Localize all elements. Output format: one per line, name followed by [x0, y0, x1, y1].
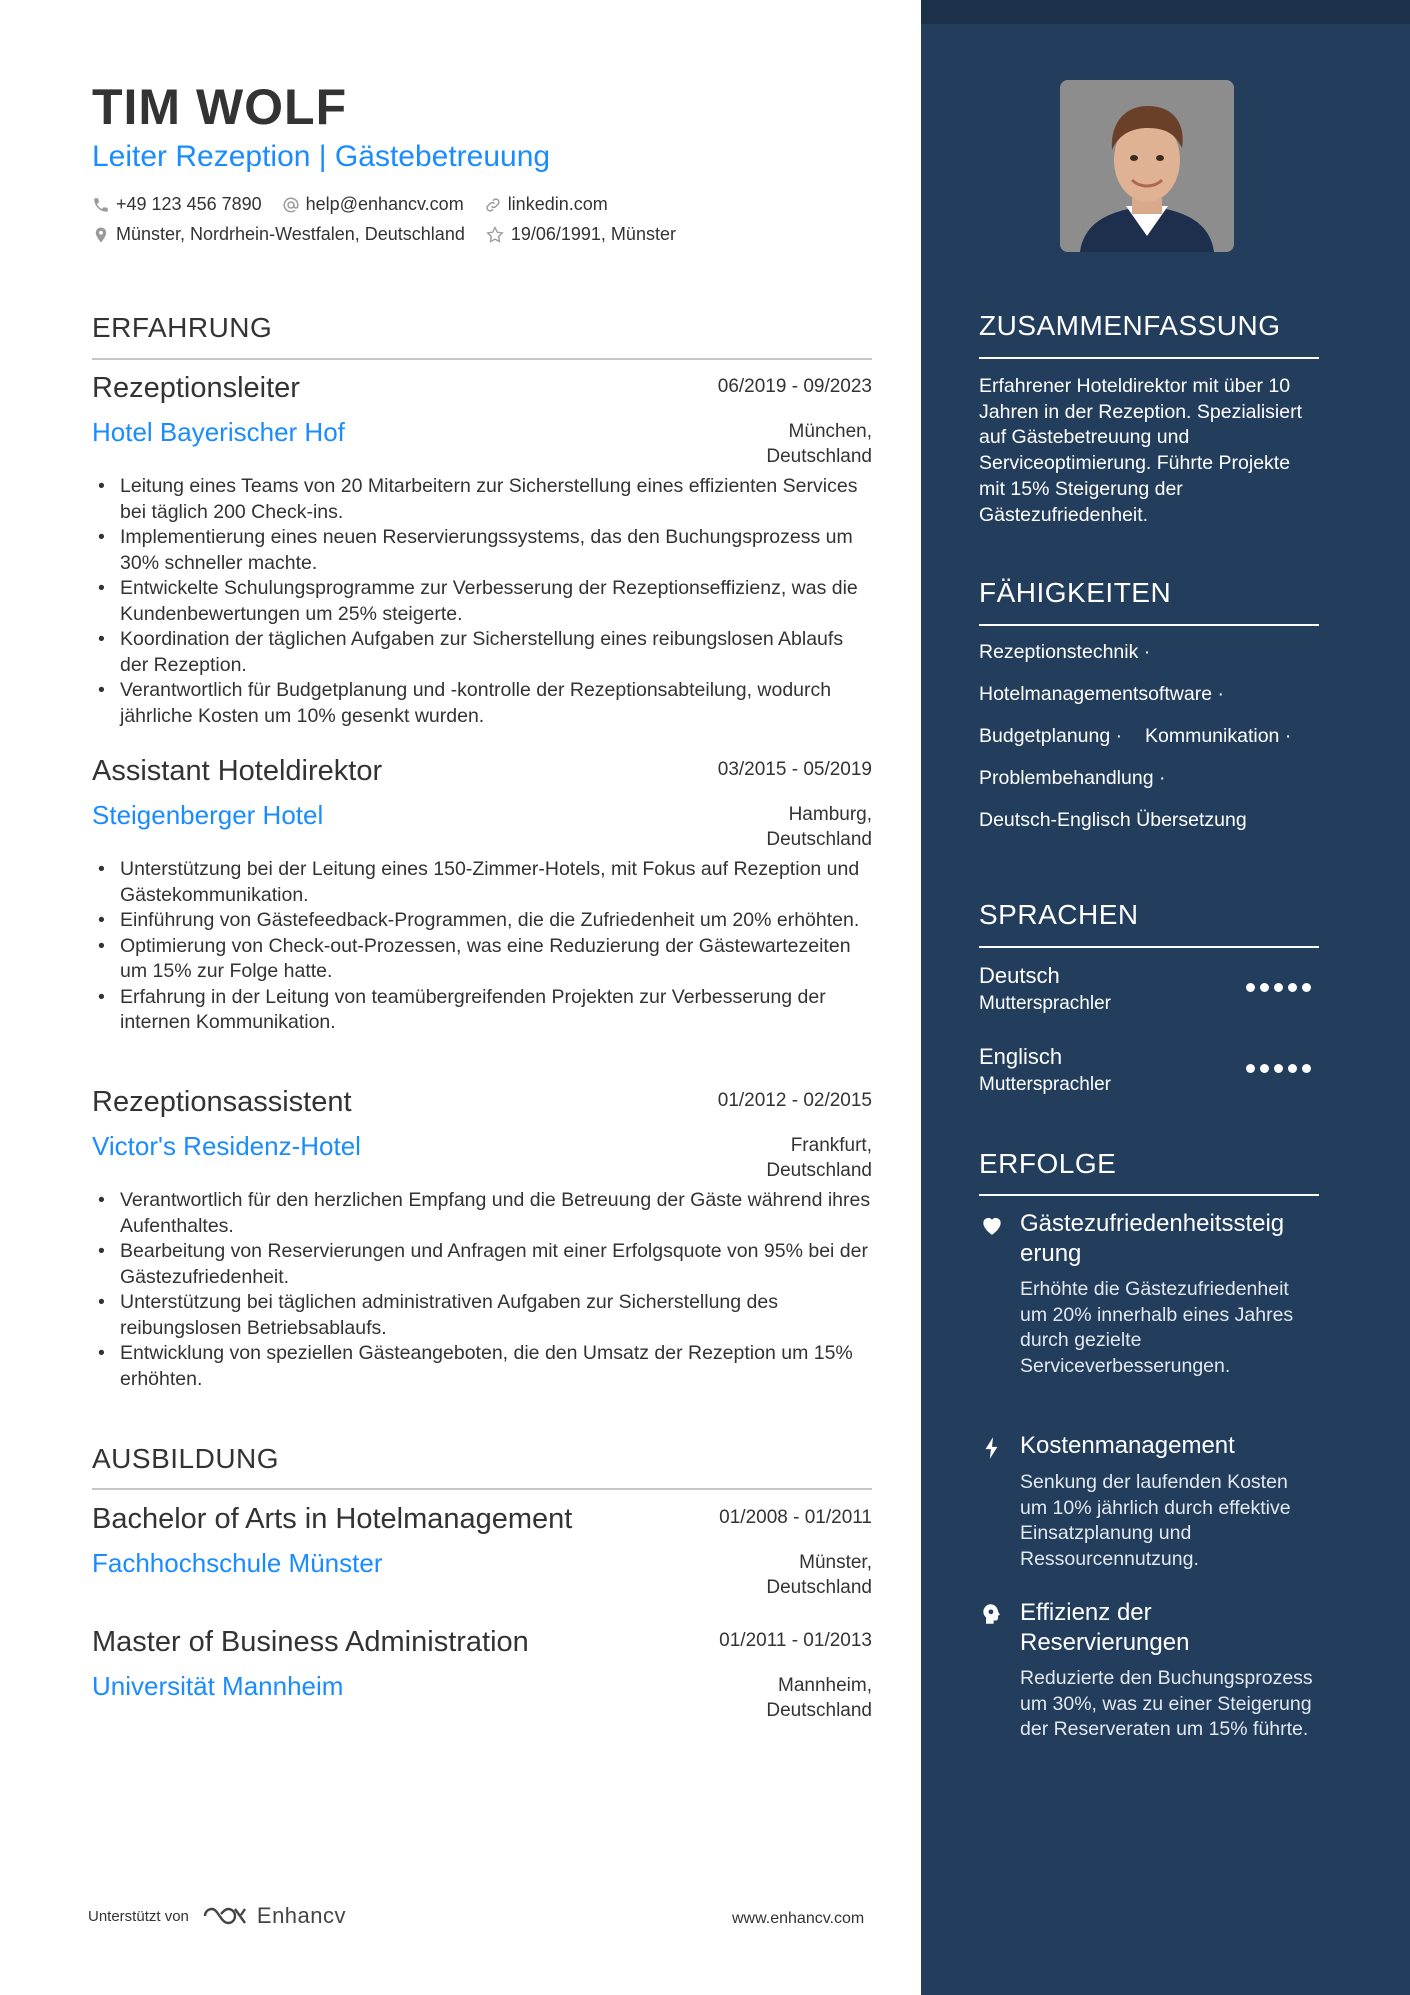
job-dates: 06/2019 - 09/2023	[717, 376, 872, 397]
achievement-title: Kostenmanagement	[1020, 1432, 1235, 1459]
rating-dot	[1246, 1064, 1255, 1073]
job-title: Assistant Hoteldirektor	[92, 755, 383, 787]
at-icon	[282, 196, 300, 214]
birth-text: 19/06/1991, Münster	[510, 224, 676, 244]
summary-title: ZUSAMMENFASSUNG	[979, 310, 1281, 341]
skill-item: Hotelmanagementsoftware ·	[979, 683, 1224, 705]
school-city: Mannheim,	[778, 1675, 872, 1696]
job-city: München,	[788, 421, 872, 442]
job-location	[766, 802, 872, 852]
achievement-description: Reduzierte den Buchungsprozess um 30%, was zu einer Steigerung der Reserveraten um 15% führte.	[1020, 1667, 1313, 1741]
degree-dates: 01/2008 - 01/2011	[719, 1507, 872, 1528]
heart-icon	[979, 1212, 1005, 1238]
skill-item: Deutsch-Englisch Übersetzung	[979, 809, 1247, 831]
list-item: • Unterstützung bei täglichen administrativen Aufgaben zur Sicherstellung des reibungslosen Betriebsablaufs.	[92, 1290, 872, 1341]
job-dates: 03/2015 - 05/2019	[717, 759, 872, 780]
education-divider	[92, 1488, 872, 1490]
rating-dot	[1274, 983, 1283, 992]
school-name: Fachhochschule Münster	[92, 1548, 383, 1578]
job-country: Deutschland	[766, 829, 872, 850]
rating-dot	[1302, 983, 1311, 992]
job-title: Rezeptionsassistent	[92, 1086, 352, 1118]
list-item: • Bearbeitung von Reservierungen und Anfragen mit einer Erfolgsquote von 95% bei der Gästezufriedenheit.	[92, 1239, 872, 1290]
candidate-name: TIM WOLF	[92, 79, 348, 135]
experience-title: ERFAHRUNG	[92, 312, 273, 343]
languages-divider	[979, 946, 1319, 948]
list-item: • Unterstützung bei der Leitung eines 150-Zimmer-Hotels, mit Fokus auf Rezeption und Gästekommunikation.	[92, 857, 872, 908]
job-company: Steigenberger Hotel	[92, 800, 324, 830]
phone-item	[92, 194, 262, 215]
achievement-title: Gästezufriedenheitssteig erung	[1020, 1210, 1285, 1267]
phone-text: +49 123 456 7890	[116, 194, 262, 214]
job-location	[766, 419, 872, 469]
list-item: • Optimierung von Check-out-Prozessen, was eine Reduzierung der Gästewartezeiten um 15% zur Folge hatte.	[92, 934, 872, 985]
rating-dot	[1260, 983, 1269, 992]
list-item: • Einführung von Gästefeedback-Programmen, die die Zufriedenheit um 20% erhöhten.	[92, 908, 872, 934]
skills-title: FÄHIGKEITEN	[979, 577, 1172, 608]
summary-text: Erfahrener Hoteldirektor mit über 10 Jahren in der Rezeption. Spezialisiert auf Gästebetreuung und Serviceoptimierung. Führte Projekte mit 15% Steigerung der Gästezufriedenheit.	[979, 375, 1303, 526]
list-item: • Leitung eines Teams von 20 Mitarbeitern zur Sicherstellung eines effizienten Services bei täglich 200 Check-ins.	[92, 474, 872, 525]
job-city: Hamburg,	[788, 804, 872, 825]
rating-dot	[1288, 1064, 1297, 1073]
achievements-divider	[979, 1194, 1319, 1196]
job-location	[766, 1133, 872, 1183]
skill-item: Problembehandlung ·	[979, 767, 1166, 789]
rating-dot	[1288, 983, 1297, 992]
contact-row-2	[92, 224, 696, 245]
education-title: AUSBILDUNG	[92, 1443, 280, 1474]
star-icon	[485, 225, 505, 245]
language-rating	[1246, 1064, 1316, 1073]
list-item: • Entwickelte Schulungsprogramme zur Verbesserung der Rezeptionseffizienz, was die Kundenbewertungen um 25% steigerte.	[92, 576, 872, 627]
bolt-icon	[979, 1435, 1005, 1461]
job-company: Victor's Residenz-Hotel	[92, 1131, 361, 1161]
enhancv-logo-icon	[201, 1904, 249, 1928]
avatar	[1060, 80, 1234, 252]
portrait-photo-icon	[1060, 80, 1234, 252]
skill-item: Kommunikation ·	[1145, 725, 1292, 747]
language-name: Deutsch	[979, 963, 1060, 988]
list-item: • Koordination der täglichen Aufgaben zur Sicherstellung eines reibungslosen Ablaufs der Rezeption.	[92, 627, 872, 678]
job-bullets	[92, 474, 872, 729]
birth-item	[485, 224, 676, 245]
list-item: • Implementierung eines neuen Reservierungssystems, das den Buchungsprozess um 30% schneller machte.	[92, 525, 872, 576]
linkedin-text[interactable]: linkedin.com	[507, 194, 608, 214]
footer-branding	[88, 1903, 346, 1929]
job-company: Hotel Bayerischer Hof	[92, 417, 345, 447]
powered-by-text: Unterstützt von	[88, 1907, 189, 1925]
footer-url[interactable]: www.enhancv.com	[732, 1910, 865, 1927]
candidate-role: Leiter Rezeption | Gästebetreuung	[92, 140, 551, 173]
job-title: Rezeptionsleiter	[92, 372, 300, 404]
achievement-description: Senkung der laufenden Kosten um 10% jährlich durch effektive Einsatzplanung und Ressourcennutzung.	[1020, 1471, 1291, 1571]
contact-row	[92, 194, 628, 215]
email-item[interactable]	[282, 194, 464, 215]
job-city: Frankfurt,	[790, 1135, 872, 1156]
languages-title: SPRACHEN	[979, 899, 1139, 930]
school-name: Universität Mannheim	[92, 1671, 344, 1701]
job-country: Deutschland	[766, 446, 872, 467]
rating-dot	[1274, 1064, 1283, 1073]
school-country: Deutschland	[766, 1700, 872, 1721]
degree-title: Master of Business Administration	[92, 1626, 529, 1658]
language-level: Muttersprachler	[979, 1074, 1111, 1095]
school-city: Münster,	[799, 1552, 872, 1573]
job-bullets	[92, 1188, 872, 1392]
experience-divider	[92, 358, 872, 360]
link-icon	[484, 196, 502, 214]
list-item: • Erfahrung in der Leitung von teamübergreifenden Projekten zur Verbesserung der internen Kommunikation.	[92, 985, 872, 1036]
location-text: Münster, Nordrhein-Westfalen, Deutschland	[116, 224, 465, 244]
list-item: • Verantwortlich für Budgetplanung und -kontrolle der Rezeptionsabteilung, wodurch jährliche Kosten um 10% gesenkt wurden.	[92, 678, 872, 729]
language-name: Englisch	[979, 1044, 1063, 1069]
rating-dot	[1246, 983, 1255, 992]
job-entry	[92, 755, 872, 1036]
skills-divider	[979, 624, 1319, 626]
achievements-title: ERFOLGE	[979, 1148, 1117, 1179]
education-entry	[92, 1503, 872, 1598]
brand-name: Enhancv	[256, 1903, 347, 1928]
achievement-description: Erhöhte die Gästezufriedenheit um 20% innerhalb eines Jahres durch gezielte Serviceverbesserungen.	[1020, 1278, 1294, 1378]
degree-title: Bachelor of Arts in Hotelmanagement	[92, 1503, 573, 1535]
sidebar	[921, 0, 1410, 1995]
job-bullets	[92, 857, 872, 1036]
skill-item: Budgetplanung ·	[979, 725, 1123, 747]
degree-dates: 01/2011 - 01/2013	[719, 1630, 872, 1651]
linkedin-item[interactable]	[484, 194, 608, 215]
summary-divider	[979, 357, 1319, 359]
rating-dot	[1260, 1064, 1269, 1073]
sidebar-top-band	[921, 0, 1410, 24]
language-rating	[1246, 983, 1316, 992]
school-location	[766, 1673, 872, 1723]
achievement-title: Effizienz der Reservierungen	[1020, 1599, 1190, 1656]
email-text[interactable]: help@enhancv.com	[305, 194, 464, 214]
rating-dot	[1302, 1064, 1311, 1073]
phone-icon	[92, 196, 110, 214]
job-country: Deutschland	[766, 1160, 872, 1181]
school-location	[766, 1550, 872, 1600]
list-item: • Verantwortlich für den herzlichen Empfang und die Betreuung der Gäste während ihres Aufenthaltes.	[92, 1188, 872, 1239]
job-entry	[92, 1086, 872, 1392]
language-level: Muttersprachler	[979, 993, 1111, 1014]
job-entry	[92, 372, 872, 729]
skill-item: Rezeptionstechnik ·	[979, 641, 1151, 663]
head-idea-icon	[979, 1601, 1005, 1627]
location-pin-icon	[92, 226, 110, 244]
list-item: • Entwicklung von speziellen Gästeangeboten, die den Umsatz der Rezeption um 15% erhöhten.	[92, 1341, 872, 1392]
job-dates: 01/2012 - 02/2015	[717, 1090, 872, 1111]
school-country: Deutschland	[766, 1577, 872, 1598]
location-item	[92, 224, 465, 245]
education-entry	[92, 1626, 872, 1721]
